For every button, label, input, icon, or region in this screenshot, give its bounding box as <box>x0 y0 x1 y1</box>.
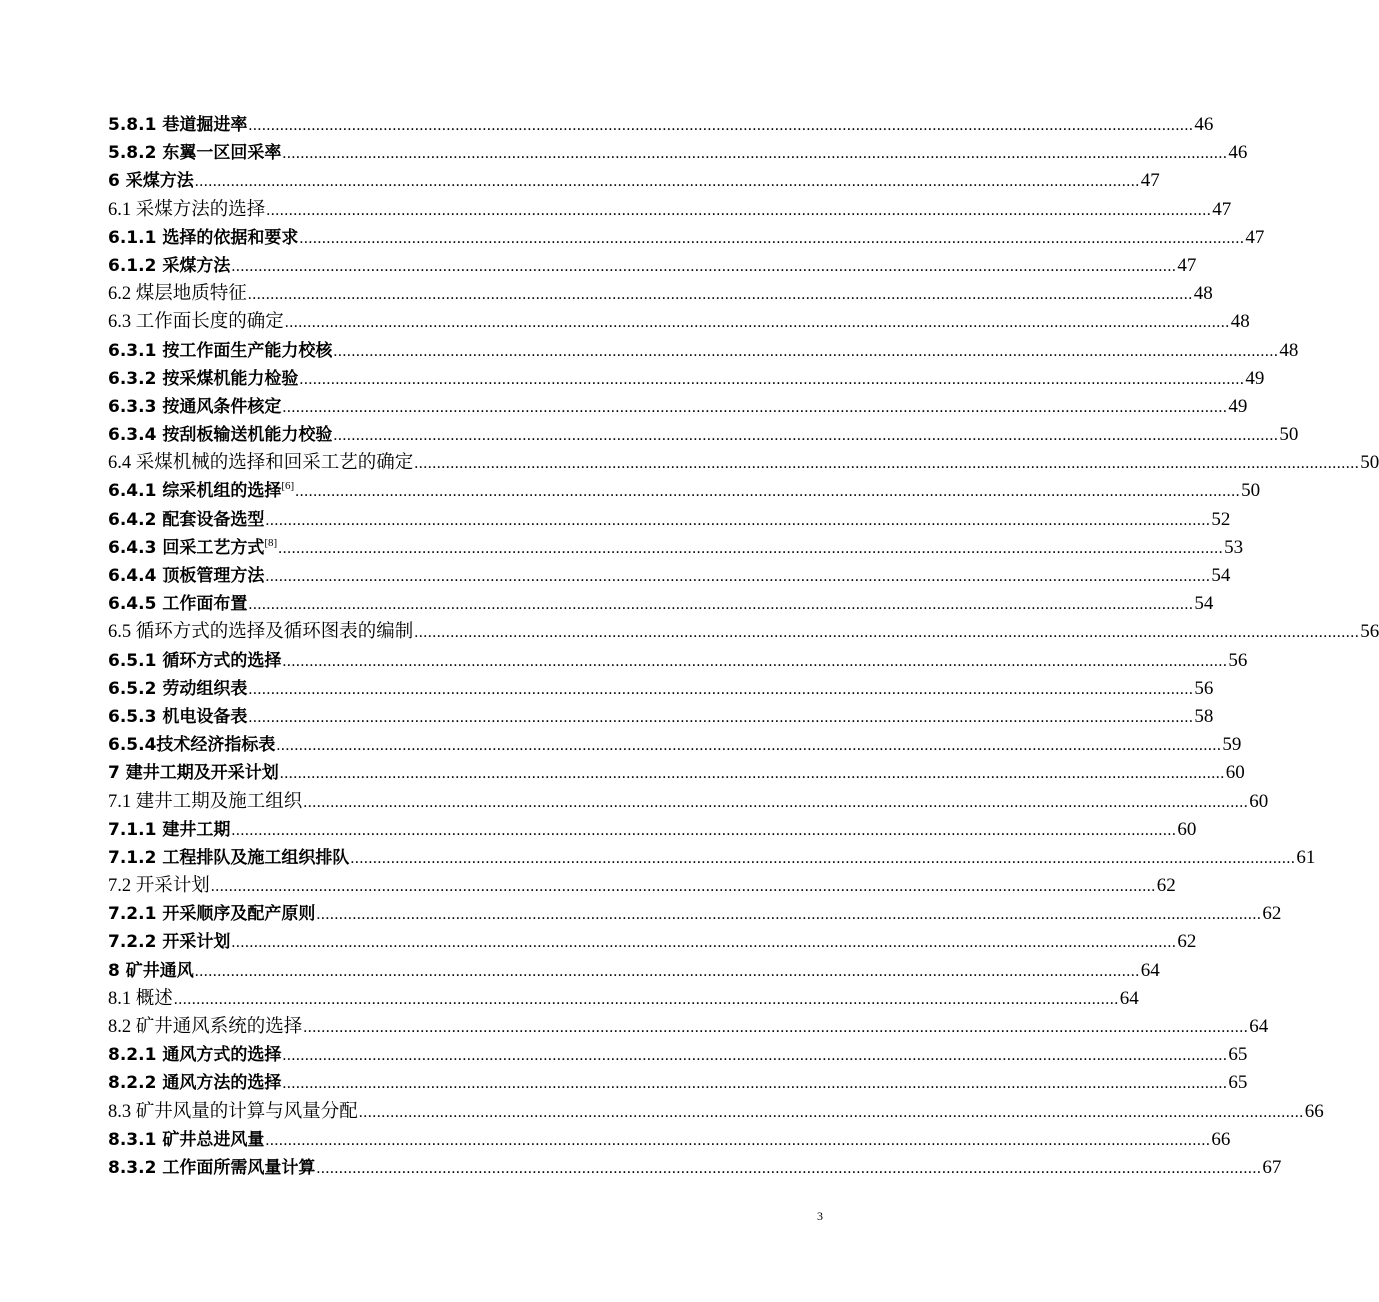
toc-dot-leader: .................................................................................................................................................................................................................. <box>358 1103 1304 1121</box>
toc-entry <box>108 928 1197 956</box>
toc-dot-leader: .................................................................................................................................................................................................................. <box>282 398 1228 416</box>
toc-entry-title-text: 6 采煤方法 <box>108 171 194 192</box>
toc-entry-title <box>108 1013 302 1041</box>
table-of-contents <box>108 111 1379 1182</box>
toc-entry-title-text: 5.8.1 巷道掘进率 <box>108 115 248 135</box>
toc-entry-title <box>108 872 210 900</box>
toc-entry-title-text: 7.1.1 建井工期 <box>108 819 231 840</box>
toc-dot-leader: .................................................................................................................................................................................................................. <box>282 1047 1228 1065</box>
toc-dot-leader: .................................................................................................................................................................................................................. <box>173 990 1119 1008</box>
toc-dot-leader: .................................................................................................................................................................................................................. <box>279 765 1225 783</box>
toc-entry-title-text: 6.5.4技术经济指标表 <box>108 735 276 756</box>
toc-entry <box>108 985 1139 1013</box>
toc-dot-leader: .................................................................................................................................................................................................................. <box>194 173 1140 191</box>
toc-entry <box>108 957 1160 985</box>
toc-entry <box>108 534 1244 562</box>
toc-entry-page: 56 <box>1194 677 1214 699</box>
toc-entry-title-text: 6.4.2 配套设备选型 <box>108 509 265 530</box>
toc-entry-title-text: 6.4.5 工作面布置 <box>108 594 248 615</box>
citation-reference: [6] <box>281 480 295 493</box>
toc-dot-leader: .................................................................................................................................................................................................................. <box>231 934 1177 952</box>
toc-dot-leader: .................................................................................................................................................................................................................. <box>265 1131 1211 1149</box>
toc-entry-page: 46 <box>1228 142 1248 164</box>
toc-entry-page: 50 <box>1241 480 1261 502</box>
toc-entry-page: 47 <box>1212 198 1232 220</box>
toc-entry <box>108 1098 1324 1126</box>
toc-entry-page: 60 <box>1177 818 1197 840</box>
toc-entry-title <box>108 111 247 139</box>
toc-entry <box>108 618 1379 646</box>
toc-entry-title <box>108 1041 281 1069</box>
toc-dot-leader: .................................................................................................................................................................................................................. <box>282 145 1228 163</box>
toc-entry <box>108 562 1231 590</box>
toc-entry-title <box>108 393 281 421</box>
toc-entry-title <box>108 167 194 195</box>
toc-entry <box>108 675 1214 703</box>
toc-entry-title <box>108 139 281 167</box>
toc-entry-title-text: 6.4.3 回采工艺方式 <box>108 537 265 558</box>
toc-entry-page: 50 <box>1360 452 1379 474</box>
toc-entry-title <box>108 534 277 562</box>
toc-entry-title <box>108 224 298 252</box>
toc-entry-title-text: 8.1 概述 <box>108 988 173 1009</box>
toc-entry-page: 62 <box>1177 931 1197 953</box>
toc-dot-leader: .................................................................................................................................................................................................................. <box>414 455 1360 473</box>
toc-entry-title-text: 8 矿井通风 <box>108 960 194 981</box>
toc-entry-title <box>108 1098 358 1126</box>
toc-entry-title-text: 6.4 采煤机械的选择和回采工艺的确定 <box>108 453 414 474</box>
toc-entry-title-text: 8.2 矿井通风系统的选择 <box>108 1017 303 1037</box>
toc-dot-leader: .................................................................................................................................................................................................................. <box>210 878 1156 896</box>
toc-entry <box>108 337 1299 365</box>
toc-entry <box>108 731 1242 759</box>
toc-entry-title <box>108 985 173 1013</box>
toc-entry-page: 65 <box>1228 1072 1248 1094</box>
citation-reference: [8] <box>264 536 278 549</box>
toc-dot-leader: .................................................................................................................................................................................................................. <box>299 370 1245 388</box>
toc-entry-title-text: 7.2.2 开采计划 <box>108 932 231 953</box>
toc-entry-title <box>108 280 247 308</box>
toc-entry-page: 54 <box>1211 565 1231 586</box>
toc-entry-page: 49 <box>1245 367 1265 389</box>
toc-dot-leader: .................................................................................................................................................................................................................. <box>282 1075 1228 1093</box>
toc-entry <box>108 308 1250 336</box>
toc-entry <box>108 1013 1269 1041</box>
toc-entry-title-text: 6.3.1 按工作面生产能力校核 <box>108 340 333 361</box>
toc-entry-page: 64 <box>1140 959 1160 981</box>
toc-dot-leader: .................................................................................................................................................................................................................. <box>266 201 1212 219</box>
toc-entry <box>108 647 1248 675</box>
toc-dot-leader: .................................................................................................................................................................................................................. <box>248 117 1194 134</box>
toc-entry-title-text: 8.2.2 通风方法的选择 <box>108 1073 282 1094</box>
toc-dot-leader: .................................................................................................................................................................................................................. <box>265 568 1211 585</box>
toc-entry <box>108 421 1299 449</box>
toc-entry <box>108 365 1265 393</box>
toc-dot-leader: .................................................................................................................................................................................................................. <box>231 821 1177 839</box>
toc-entry-page: 48 <box>1230 311 1250 333</box>
toc-entry-title-text: 6.1 采煤方法的选择 <box>108 199 266 220</box>
toc-entry-title-text: 6.3.4 按刮板输送机能力校验 <box>108 425 333 446</box>
toc-entry-page: 60 <box>1249 790 1269 812</box>
toc-entry-page: 64 <box>1119 987 1139 1009</box>
toc-entry-title <box>108 1126 264 1154</box>
toc-entry-title <box>108 816 230 844</box>
toc-dot-leader: .................................................................................................................................................................................................................. <box>316 906 1262 924</box>
toc-dot-leader: .................................................................................................................................................................................................................. <box>303 793 1249 811</box>
toc-entry-title-text: 5.8.2 东翼一区回采率 <box>108 143 282 164</box>
toc-dot-leader: .................................................................................................................................................................................................................. <box>333 427 1279 445</box>
toc-entry-title-text: 6.1.1 选择的依据和要求 <box>108 227 299 248</box>
toc-entry <box>108 703 1214 731</box>
toc-entry-page: 67 <box>1262 1156 1282 1178</box>
toc-entry <box>108 590 1214 618</box>
toc-entry-title-text: 6.5.1 循环方式的选择 <box>108 650 282 671</box>
toc-entry <box>108 1069 1248 1097</box>
toc-entry-page: 61 <box>1296 846 1316 868</box>
toc-entry-page: 65 <box>1228 1044 1248 1066</box>
toc-entry-title-text: 6.3 工作面长度的确定 <box>108 312 284 333</box>
toc-entry-title <box>108 618 413 646</box>
toc-entry-title <box>108 252 230 280</box>
toc-entry-page: 48 <box>1193 283 1213 305</box>
toc-entry-page: 53 <box>1224 536 1244 558</box>
toc-entry-title-text: 7.2.1 开采顺序及配产原则 <box>108 904 316 925</box>
toc-entry-page: 56 <box>1360 621 1379 643</box>
toc-entry-title-text: 6.3.3 按通风条件核定 <box>108 396 282 417</box>
toc-entry <box>108 196 1232 224</box>
toc-entry-title-text: 8.3 矿井风量的计算与风量分配 <box>108 1101 358 1122</box>
toc-entry-page: 62 <box>1262 903 1282 925</box>
toc-dot-leader: .................................................................................................................................................................................................................. <box>414 624 1360 642</box>
toc-dot-leader: .................................................................................................................................................................................................................. <box>303 1019 1249 1036</box>
toc-entry <box>108 393 1248 421</box>
toc-entry-title-text: 6.2 煤层地质特征 <box>108 284 247 305</box>
toc-entry-title <box>108 900 315 928</box>
toc-dot-leader: .................................................................................................................................................................................................................. <box>194 962 1140 980</box>
toc-entry-title <box>108 788 302 816</box>
toc-entry-title <box>108 703 247 731</box>
toc-dot-leader: .................................................................................................................................................................................................................. <box>276 737 1222 755</box>
toc-entry-title-text: 8.2.1 通风方式的选择 <box>108 1045 282 1066</box>
toc-dot-leader: .................................................................................................................................................................................................................. <box>248 596 1194 614</box>
toc-entry-title <box>108 647 281 675</box>
toc-entry-title <box>108 337 332 365</box>
toc-dot-leader: .................................................................................................................................................................................................................. <box>282 652 1228 670</box>
toc-entry-title <box>108 308 284 336</box>
toc-entry <box>108 477 1261 505</box>
toc-entry-page: 58 <box>1194 705 1214 727</box>
toc-entry-title-text: 6.5.3 机电设备表 <box>108 706 248 727</box>
toc-entry-title <box>108 675 247 703</box>
toc-entry-title-text: 7.2 开采计划 <box>108 876 210 897</box>
toc-dot-leader: .................................................................................................................................................................................................................. <box>248 708 1194 726</box>
toc-entry <box>108 139 1248 167</box>
toc-dot-leader: .................................................................................................................................................................................................................. <box>316 1159 1262 1177</box>
toc-entry-page: 56 <box>1228 649 1248 671</box>
toc-entry <box>108 506 1231 534</box>
toc-entry-title <box>108 928 230 956</box>
toc-dot-leader: .................................................................................................................................................................................................................. <box>333 342 1279 360</box>
toc-entry <box>108 167 1160 195</box>
toc-entry <box>108 900 1282 928</box>
toc-entry-page: 66 <box>1304 1100 1324 1122</box>
toc-entry-page: 62 <box>1156 875 1176 897</box>
toc-entry-page: 64 <box>1249 1016 1269 1037</box>
toc-entry-title <box>108 506 264 534</box>
toc-dot-leader: .................................................................................................................................................................................................................. <box>299 229 1245 247</box>
toc-dot-leader: .................................................................................................................................................................................................................. <box>278 539 1224 557</box>
toc-entry-page: 52 <box>1211 508 1231 530</box>
toc-entry-title <box>108 421 332 449</box>
toc-dot-leader: .................................................................................................................................................................................................................. <box>265 511 1211 529</box>
toc-entry <box>108 788 1269 816</box>
toc-entry <box>108 1154 1282 1182</box>
toc-entry-title-text: 6.5 循环方式的选择及循环图表的编制 <box>108 622 414 643</box>
toc-entry-title-text: 6.1.2 采煤方法 <box>108 255 231 276</box>
toc-dot-leader: .................................................................................................................................................................................................................. <box>248 680 1194 698</box>
toc-dot-leader: .................................................................................................................................................................................................................. <box>284 314 1230 332</box>
toc-entry-title <box>108 590 247 618</box>
toc-entry-title <box>108 731 275 759</box>
toc-dot-leader: .................................................................................................................................................................................................................. <box>231 257 1177 275</box>
toc-entry-title-text: 7 建井工期及开采计划 <box>108 763 279 784</box>
toc-entry-title <box>108 844 349 872</box>
toc-entry <box>108 280 1213 308</box>
page-number: 3 <box>817 1209 823 1223</box>
toc-entry-title-text: 8.3.2 工作面所需风量计算 <box>108 1157 316 1178</box>
toc-entry-title <box>108 1154 315 1182</box>
toc-entry <box>108 449 1379 477</box>
toc-entry <box>108 111 1214 139</box>
toc-entry-page: 48 <box>1279 339 1299 361</box>
toc-entry-page: 49 <box>1228 395 1248 417</box>
toc-entry <box>108 759 1245 787</box>
toc-entry <box>108 1041 1248 1069</box>
toc-entry-title <box>108 449 413 477</box>
toc-entry-page: 54 <box>1194 593 1214 615</box>
toc-entry-page: 50 <box>1279 424 1299 446</box>
toc-dot-leader: .................................................................................................................................................................................................................. <box>350 849 1296 867</box>
toc-entry-title <box>108 759 279 787</box>
toc-entry-page: 47 <box>1140 170 1160 192</box>
toc-entry-title <box>108 365 298 393</box>
toc-entry-page: 66 <box>1211 1128 1231 1150</box>
toc-entry-title <box>108 957 194 985</box>
toc-entry-title <box>108 1069 281 1097</box>
toc-entry-title-text: 7.1.2 工程排队及施工组织排队 <box>108 847 350 868</box>
toc-entry-page: 60 <box>1225 762 1245 784</box>
toc-entry-title <box>108 562 264 590</box>
toc-dot-leader: .................................................................................................................................................................................................................. <box>295 483 1241 501</box>
toc-entry-title-text: 6.4.1 综采机组的选择 <box>108 481 282 502</box>
toc-dot-leader: .................................................................................................................................................................................................................. <box>247 286 1193 304</box>
toc-entry <box>108 816 1197 844</box>
toc-entry <box>108 224 1265 252</box>
toc-entry-title-text: 7.1 建井工期及施工组织 <box>108 791 303 812</box>
toc-entry-page: 46 <box>1194 114 1214 135</box>
toc-entry-title-text: 6.5.2 劳动组织表 <box>108 678 248 699</box>
toc-entry-title-text: 6.4.4 顶板管理方法 <box>108 566 265 586</box>
toc-entry-title <box>108 477 294 505</box>
toc-entry <box>108 1126 1231 1154</box>
toc-entry <box>108 844 1316 872</box>
toc-entry-title <box>108 196 265 224</box>
toc-entry <box>108 872 1176 900</box>
toc-entry-page: 47 <box>1245 226 1265 248</box>
toc-entry-page: 47 <box>1177 254 1197 276</box>
toc-entry <box>108 252 1197 280</box>
toc-entry-page: 59 <box>1222 734 1242 756</box>
toc-entry-title-text: 6.3.2 按采煤机能力检验 <box>108 368 299 389</box>
toc-entry-title-text: 8.3.1 矿井总进风量 <box>108 1129 265 1150</box>
